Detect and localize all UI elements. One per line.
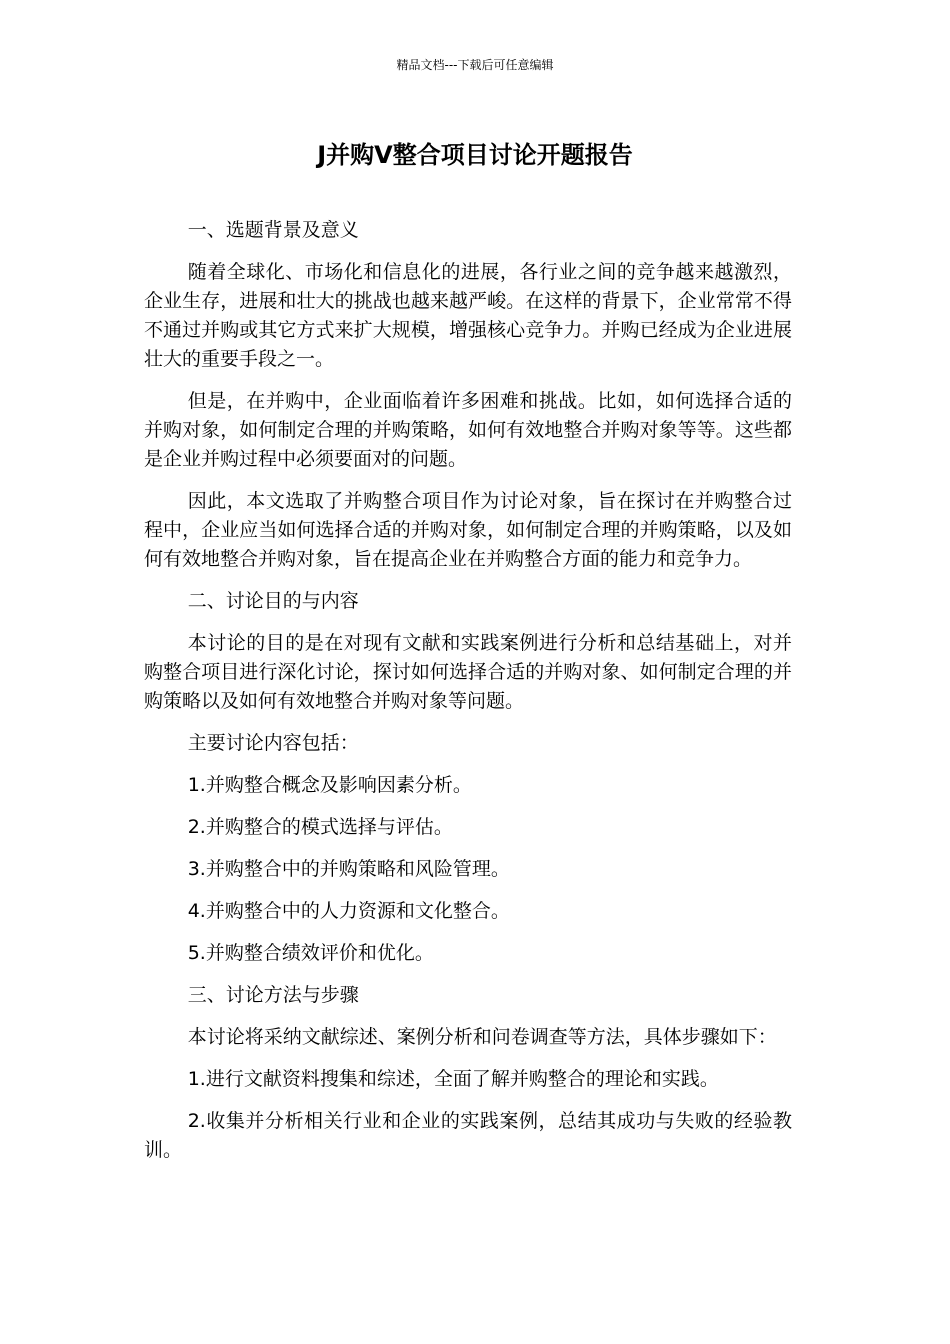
list-item: 1.进行文献资料搜集和综述，全面了解并购整合的理论和实践。	[187, 1068, 719, 1090]
list-item: 4.并购整合中的人力资源和文化整合。	[187, 900, 510, 922]
section-heading-background: 一、选题背景及意义	[187, 219, 359, 241]
section-heading-purpose: 二、讨论目的与内容	[187, 590, 359, 612]
paragraph: 本讨论将采纳文献综述、案例分析和问卷调查等方法，具体步骤如下：	[187, 1026, 777, 1048]
list-item: 1.并购整合概念及影响因素分析。	[187, 774, 472, 796]
list-item: 5.并购整合绩效评价和优化。	[187, 942, 434, 964]
header-note: 精品文档---下载后可任意编辑	[396, 58, 554, 72]
list-item: 3.并购整合中的并购策略和风险管理。	[187, 858, 510, 880]
paragraph: 本讨论的目的是在对现有文献和实践案例进行分析和总结基础上，对并购整合项目进行深化讨论，探讨如何选择合适的并购对象、如何制定合理的并购策略以及如何有效地整合并购对象等问题。	[144, 632, 792, 712]
paragraph: 因此，本文选取了并购整合项目作为讨论对象，旨在探讨在并购整合过程中，企业应当如何选择合适的并购对象，如何制定合理的并购策略，以及如何有效地整合并购对象，旨在提高企业在并购整合方面的能力和竞争力。	[144, 490, 792, 570]
paragraph: 但是，在并购中，企业面临着许多困难和挑战。比如，如何选择合适的并购对象，如何制定合理的并购策略，如何有效地整合并购对象等等。这些都是企业并购过程中必须要面对的问题。	[144, 390, 792, 470]
content-list-intro: 主要讨论内容包括：	[187, 732, 359, 754]
section-heading-method: 三、讨论方法与步骤	[187, 984, 359, 1006]
document-body	[144, 216, 792, 1178]
paragraph: 随着全球化、市场化和信息化的进展，各行业之间的竞争越来越激烈，企业生存，进展和壮大的挑战也越来越严峻。在这样的背景下，企业常常不得不通过并购或其它方式来扩大规模，增强核心竞争力。并购已经成为企业进展壮大的重要手段之一。	[144, 261, 792, 370]
list-item: 2.收集并分析相关行业和企业的实践案例，总结其成功与失败的经验教训。	[144, 1110, 792, 1161]
document-title: J并购V整合项目讨论开题报告	[317, 141, 633, 169]
list-item: 2.并购整合的模式选择与评估。	[187, 816, 453, 838]
